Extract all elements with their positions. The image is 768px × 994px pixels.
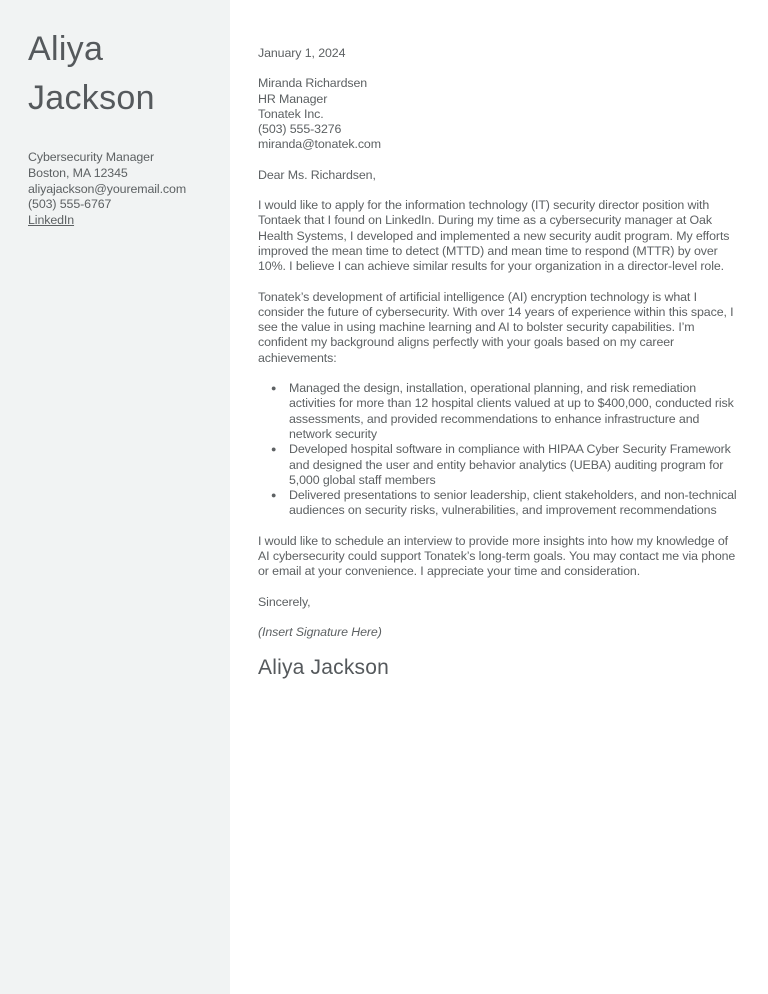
letter-body	[258, 0, 738, 681]
achievement-text: Developed hospital software in compliance with HIPAA Cyber Security Framework and designed the user and entity behavior analytics (UEBA) auditing program for 5,000 global staff members	[289, 442, 731, 487]
linkedin-link[interactable]: LinkedIn	[28, 213, 75, 228]
applicant-name	[28, 25, 212, 123]
recipient-block	[258, 76, 738, 152]
experience-paragraph: Tonatek’s development of artificial intelligence (AI) encryption technology is what I consider the future of cybersecurity. With over 14 years of experience within this space, I see the value in using machine learning and AI to bolster security capabilities. I’m confident my background aligns perfectly with your goals based on my career achievements:	[258, 289, 734, 365]
recipient-company: Tonatek Inc.	[258, 106, 324, 121]
bullet-icon: ●	[271, 444, 277, 455]
list-item	[258, 488, 738, 519]
salutation: Dear Ms. Richardsen,	[258, 167, 376, 182]
contact-location: Boston, MA 12345	[28, 165, 128, 180]
contact-email: aliyajackson@youremail.com	[28, 181, 187, 196]
achievement-text: Delivered presentations to senior leadership, client stakeholders, and non-technical audiences on security risks, vulnerabilities, and improvement recommendations	[289, 488, 737, 518]
achievement-list	[258, 381, 738, 519]
sign-off: Sincerely,	[258, 594, 311, 609]
signature-placeholder: (Insert Signature Here)	[258, 624, 382, 639]
signature-name: Aliya Jackson	[258, 656, 389, 680]
bullet-icon: ●	[271, 383, 277, 394]
bullet-icon: ●	[271, 490, 277, 501]
contact-phone: (503) 555-6767	[28, 197, 112, 212]
contact-block	[28, 150, 212, 229]
list-item	[258, 442, 738, 488]
applicant-last-name: Jackson	[28, 79, 155, 117]
sidebar	[0, 0, 230, 994]
contact-job-title: Cybersecurity Manager	[28, 150, 154, 164]
list-item	[258, 381, 738, 442]
recipient-phone: (503) 555-3276	[258, 122, 342, 137]
intro-paragraph: I would like to apply for the information technology (IT) security director position with Tontaek that I found on LinkedIn. During my time as a cybersecurity manager at Oak Health Systems, I developed and implemented a new security audit program. My efforts improved the mean time to detect (MTTD) and mean time to respond (MTTR) by over 10%. I believe I can achieve similar results for your organization in a director-level role.	[258, 198, 730, 274]
recipient-name: Miranda Richardsen	[258, 76, 368, 91]
achievement-text: Managed the design, installation, operational planning, and risk remediation activities for more than 12 hospital clients valued at up to $400,000, conducted risk assessments, and provided recommendations to enhance infrastructure and network security	[289, 381, 734, 441]
closing-paragraph: I would like to schedule an interview to provide more insights into how my knowledge of AI cybersecurity could support Tonatek’s long-term goals. You may contact me via phone or email at your convenience. I appreciate your time and consideration.	[258, 533, 736, 579]
letter-date: January 1, 2024	[258, 46, 346, 60]
recipient-title: HR Manager	[258, 91, 328, 106]
applicant-first-name: Aliya	[28, 30, 104, 68]
recipient-email: miranda@tonatek.com	[258, 137, 381, 152]
